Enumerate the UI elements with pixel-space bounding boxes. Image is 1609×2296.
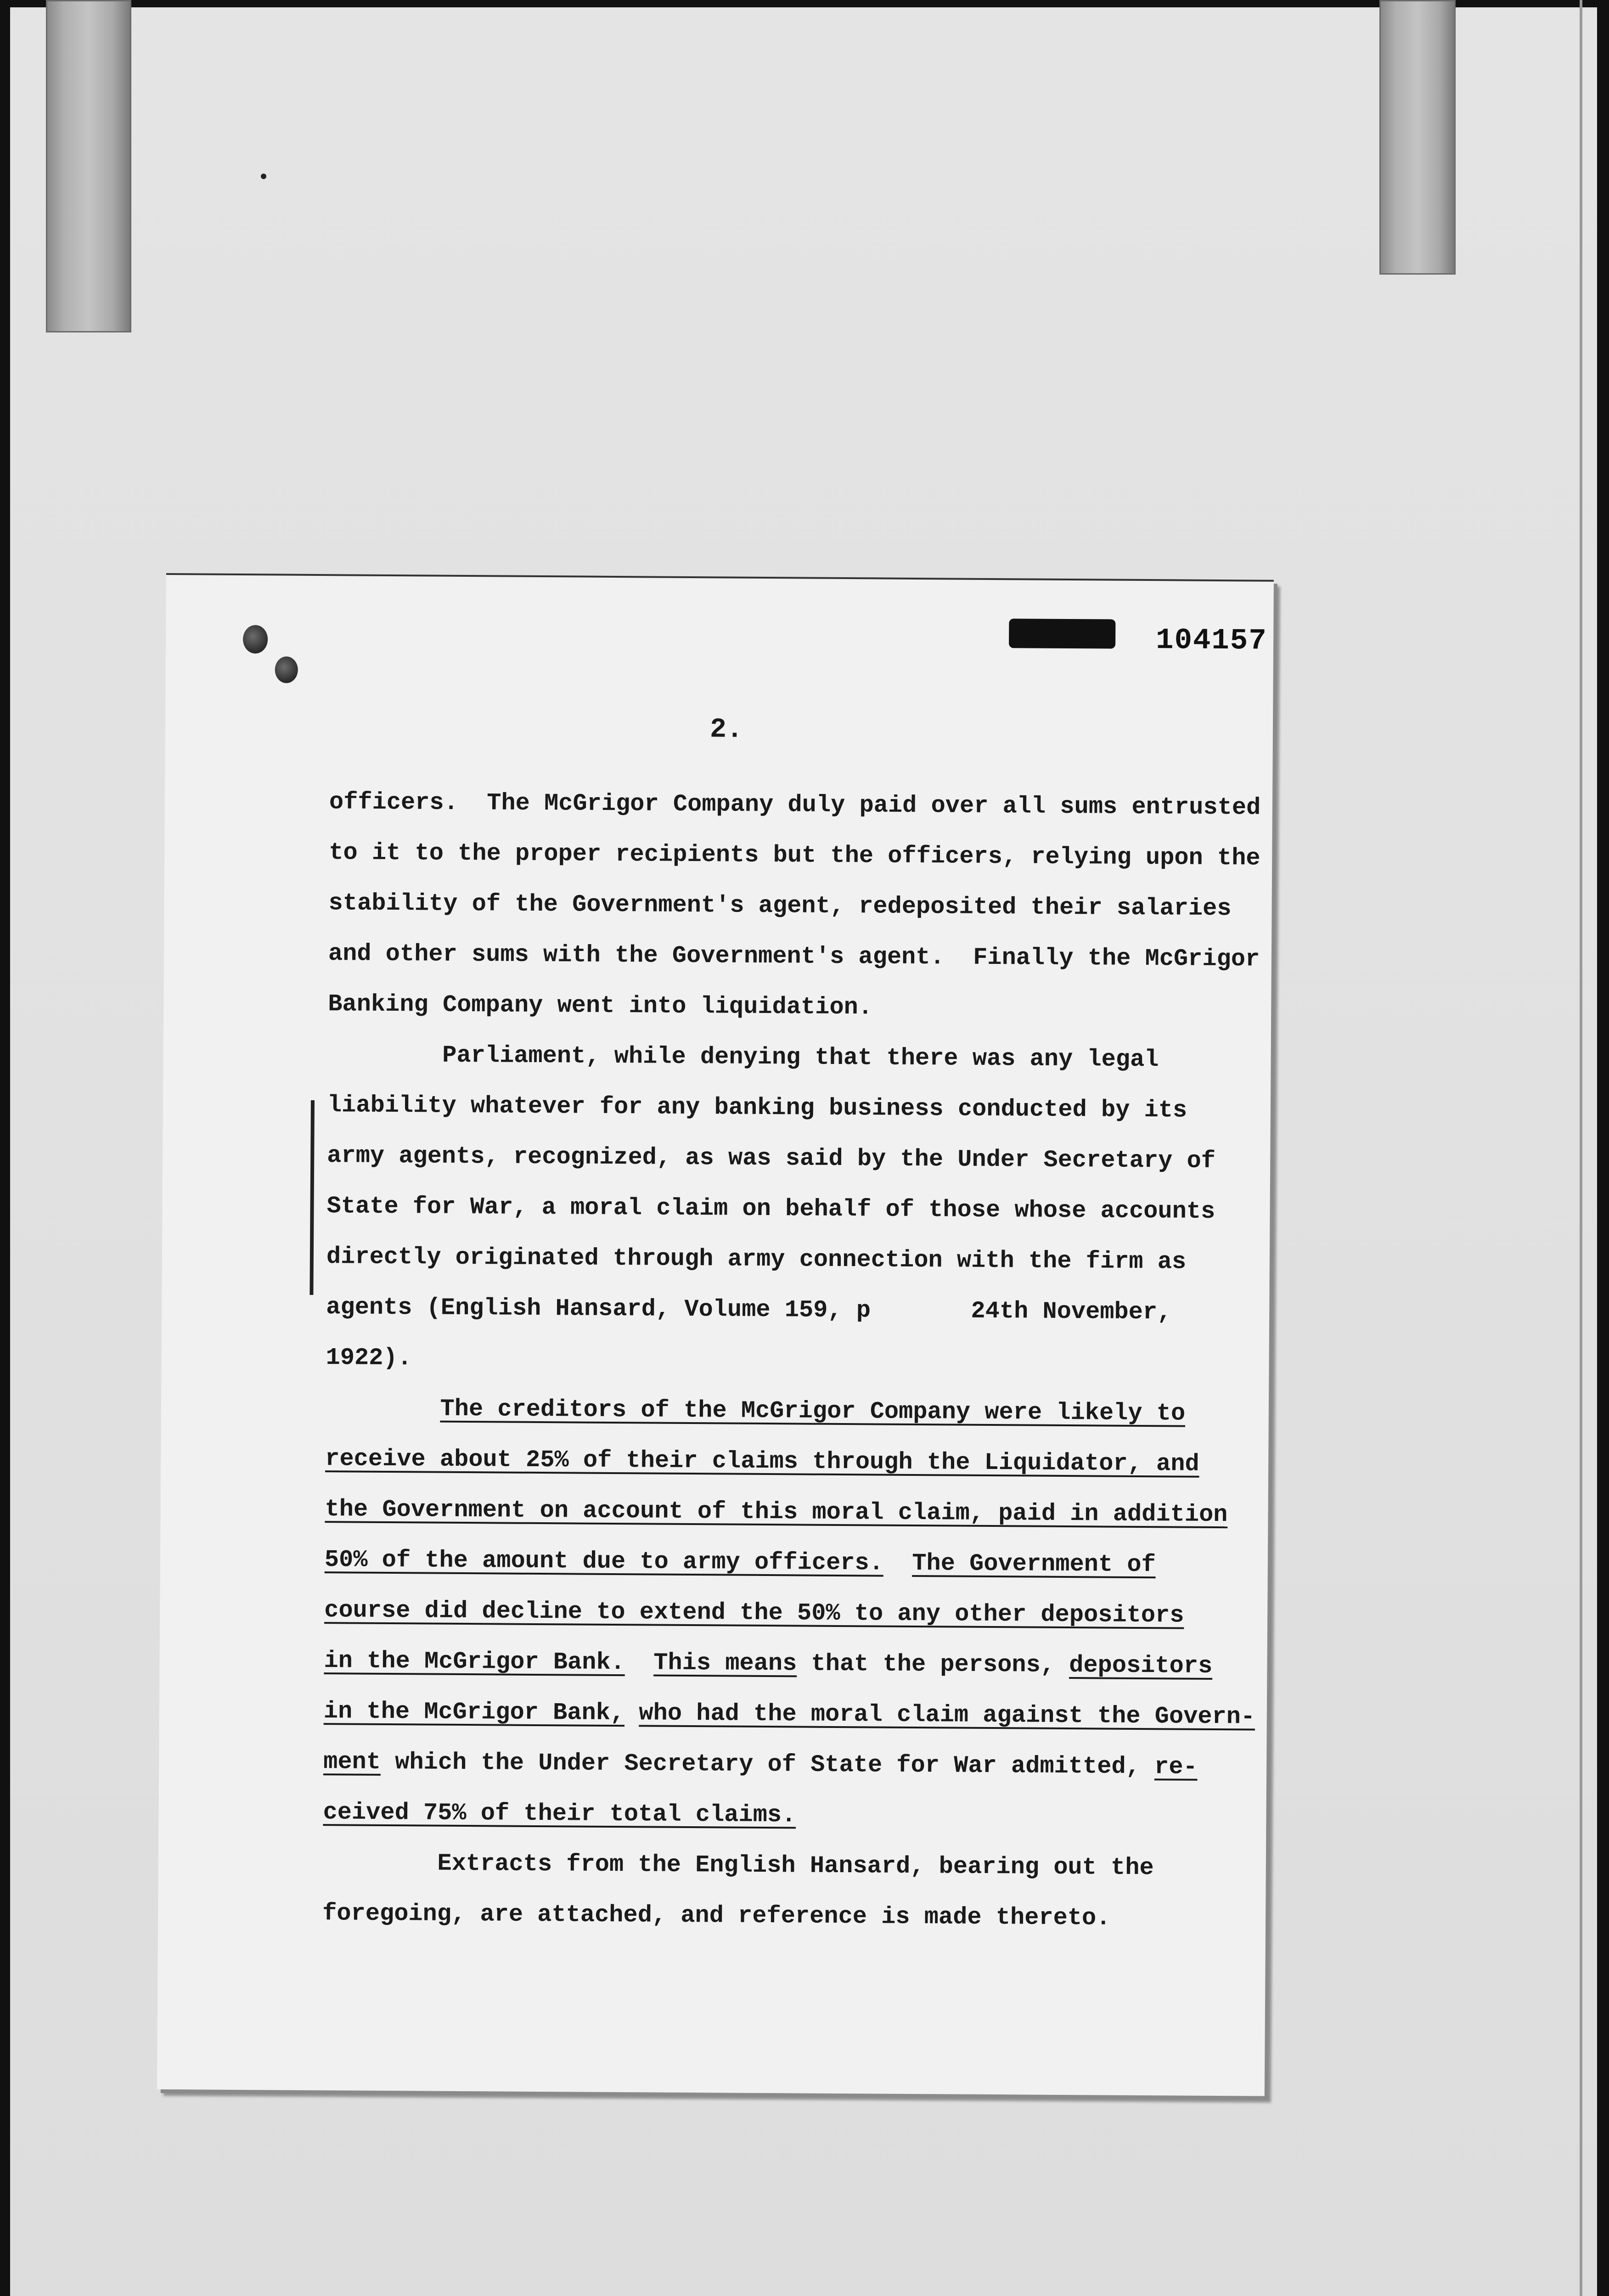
underlined-text: course did decline to extend the 50% to any other depositors <box>324 1597 1184 1629</box>
text-segment: stability of the Government's agent, redeposited their salaries <box>328 889 1232 923</box>
text-segment: and other sums with the Government's agent. Finally the McGrigor <box>328 940 1260 973</box>
underlined-text: This means <box>653 1649 797 1677</box>
text-segment: agents (English Hansard, Volume 159, p 24th November, <box>326 1294 1172 1326</box>
underlined-text: The Government of <box>912 1549 1156 1579</box>
underlined-text: in the McGrigor Bank, <box>323 1698 625 1727</box>
underlined-text: 50% of the amount due to army officers. <box>324 1546 884 1577</box>
tape-strip-top-left <box>46 0 131 332</box>
underlined-text: receive about 25% of their claims through the Liquidator, and <box>325 1445 1199 1478</box>
underlined-text: re- <box>1154 1753 1198 1781</box>
text-segment: directly originated through army connection with the firm as <box>326 1243 1187 1276</box>
text-line <box>324 1595 1184 1631</box>
text-segment: that the persons, <box>797 1650 1069 1679</box>
text-segment: Banking Company went into liquidation. <box>328 990 873 1021</box>
document-number: 104157 <box>1155 624 1267 658</box>
text-segment <box>326 1395 440 1423</box>
underlined-text: ceived 75% of their total claims. <box>323 1799 796 1829</box>
redacted-number <box>1009 619 1115 648</box>
text-line <box>327 1141 1215 1176</box>
underlined-text: depositors <box>1069 1652 1213 1680</box>
text-line <box>323 1797 796 1830</box>
text-segment: foregoing, are attached, and reference is made thereto. <box>322 1900 1111 1932</box>
text-line <box>326 1191 1215 1227</box>
text-line <box>325 1444 1199 1480</box>
text-line <box>324 1646 1212 1682</box>
text-line <box>325 1545 1156 1580</box>
text-segment <box>624 1699 639 1727</box>
document-page <box>157 573 1274 2096</box>
text-line <box>328 939 1260 974</box>
text-segment <box>883 1550 912 1577</box>
text-line <box>326 1343 412 1373</box>
underlined-text: The creditors of the McGrigor Company were likely to <box>440 1395 1186 1427</box>
text-line <box>328 888 1231 924</box>
page-number: 2. <box>709 714 743 746</box>
text-line <box>327 1090 1187 1125</box>
text-segment: State for War, a moral claim on behalf of those whose accounts <box>326 1193 1215 1225</box>
text-segment: to it to the proper recipients but the officers, relying upon the <box>329 839 1260 872</box>
text-segment: army agents, recognized, as was said by the Under Secretary of <box>327 1142 1216 1175</box>
text-line <box>327 1040 1159 1075</box>
film-edge-right <box>1597 0 1609 2296</box>
text-line <box>323 1848 1154 1883</box>
text-line <box>322 1898 1111 1933</box>
film-edge-top <box>0 0 1609 7</box>
underlined-text: ment <box>323 1748 381 1776</box>
text-line <box>326 1393 1186 1429</box>
text-line <box>326 1242 1187 1277</box>
text-segment: 1922). <box>326 1344 412 1372</box>
text-line <box>323 1747 1198 1783</box>
film-speck <box>261 174 266 179</box>
film-edge-line <box>1580 0 1582 2296</box>
text-segment: officers. The McGrigor Company duly paid over all sums entrusted <box>329 788 1261 822</box>
underlined-text: the Government on account of this moral claim, paid in addition <box>325 1496 1228 1529</box>
underlined-text: who had the moral claim against the Govern- <box>639 1699 1255 1731</box>
text-segment: Extracts from the English Hansard, bearing out the <box>322 1849 1154 1882</box>
underlined-text: in the McGrigor Bank. <box>324 1647 625 1677</box>
margin-mark <box>309 1100 315 1295</box>
document-body <box>322 787 1261 1932</box>
text-line <box>329 787 1261 823</box>
text-line <box>328 989 872 1023</box>
text-line <box>324 1696 1255 1732</box>
text-segment: liability whatever for any banking business conducted by its <box>327 1092 1187 1124</box>
punch-hole-2 <box>275 656 298 683</box>
text-segment: Parliament, while denying that there was any legal <box>327 1041 1159 1074</box>
film-edge-left <box>0 0 10 2296</box>
text-line <box>329 838 1260 873</box>
text-line <box>326 1292 1171 1328</box>
text-line <box>325 1494 1227 1530</box>
tape-strip-top-right <box>1379 0 1456 275</box>
text-segment: which the Under Secretary of State for War admitted, <box>380 1748 1155 1781</box>
text-segment <box>625 1649 654 1676</box>
punch-hole-1 <box>243 625 268 653</box>
